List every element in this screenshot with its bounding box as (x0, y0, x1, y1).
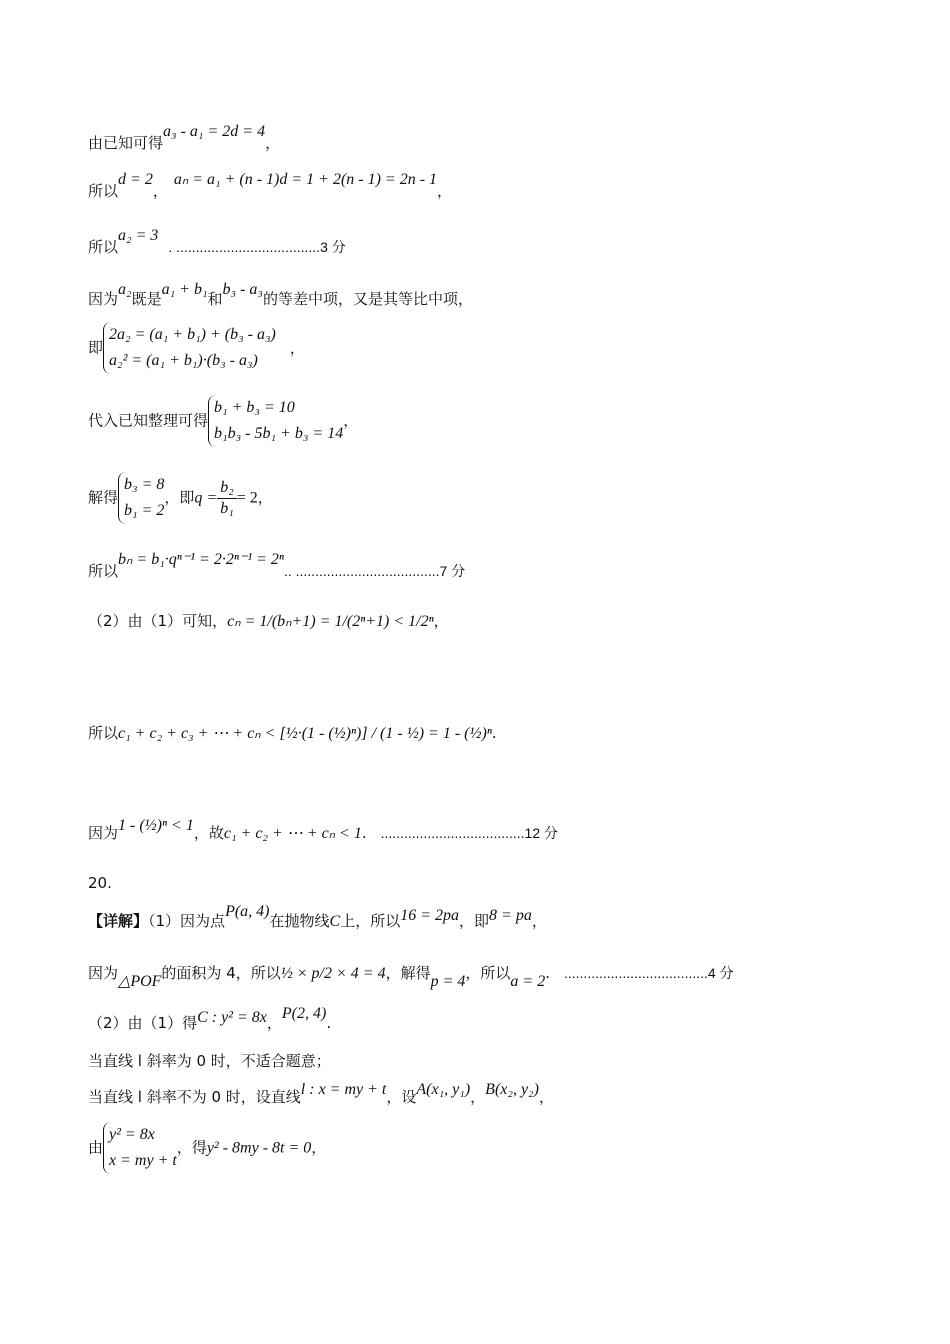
line-17 (88, 1081, 554, 1107)
text: ，得 (176, 1138, 207, 1157)
text: ， (433, 612, 449, 630)
text: ， (257, 488, 273, 507)
text: 因为 (88, 964, 119, 982)
line-7 (88, 472, 273, 524)
math-expression: a₂ = 3 (118, 227, 159, 244)
text: 所以 (88, 724, 119, 742)
text: 由已知可得 (88, 134, 164, 152)
problem-number: 20. (88, 874, 112, 892)
math-expression: a₃ - a₁ = 2d = 4 (163, 123, 266, 140)
math-expression: y² - 8my - 8t = 0 (206, 1139, 312, 1157)
line-18 (88, 1122, 326, 1174)
text: . (545, 964, 550, 982)
line-13 (88, 903, 547, 931)
text: 由 (88, 1138, 104, 1157)
text: 因为 (88, 290, 119, 308)
math-expression: p = 4 (430, 973, 466, 990)
math-expression: A(x₁, y₁) (416, 1081, 471, 1098)
math-expression: l : x = my + t (300, 1081, 387, 1098)
math-expression: 1 - (½)ⁿ < 1 (118, 817, 194, 834)
line-4 (88, 281, 473, 309)
detail-tag: 【详解】 (88, 912, 149, 930)
system-row: x = my + t (109, 1152, 177, 1169)
math-expression: a₂ (118, 281, 132, 298)
text: . (326, 1014, 332, 1032)
text: ， (266, 1014, 282, 1032)
text: 当直线 l 斜率不为 0 时，设直线 (88, 1088, 301, 1106)
line-8 (88, 551, 466, 581)
text: ， (289, 338, 305, 357)
math-expression: = 2 (236, 489, 258, 507)
text: . (491, 724, 497, 742)
text: ， (538, 1088, 554, 1106)
score-dots: . .....................................3 分 (168, 239, 346, 255)
text: 所以 (88, 562, 119, 580)
system-row: y² = 8x (109, 1126, 155, 1143)
text: ，即 (164, 488, 195, 507)
line-11 (88, 817, 559, 843)
system-row: a₂² = (a₁ + b₁)·(b₃ - a₃) (109, 352, 258, 369)
fraction (217, 478, 237, 519)
text: 和 (207, 290, 223, 308)
text: 的等差中项，又是其等比中项， (262, 290, 473, 308)
numerator: b₂ (217, 478, 237, 499)
line-14 (88, 962, 734, 990)
text: 代入已知整理可得 (88, 411, 209, 430)
equation-system (103, 1122, 177, 1174)
line-1 (88, 123, 281, 153)
line-5 (88, 322, 305, 374)
line-6 (88, 395, 358, 447)
text: ， (343, 411, 359, 430)
text: ，解得 (385, 964, 431, 982)
equation-system (118, 472, 164, 524)
line-3 (88, 227, 346, 257)
math-expression: ½ × p/2 × 4 = 4 (280, 965, 386, 982)
score-dots: .....................................12 分 (380, 825, 559, 841)
math-expression: △POF (118, 973, 162, 990)
text: （2）由（1）得 (88, 1014, 198, 1032)
text: 上，所以 (340, 912, 401, 930)
math-expression: bₙ = b₁·qⁿ⁻¹ = 2·2ⁿ⁻¹ = 2ⁿ (118, 551, 284, 568)
math-expression: cₙ = 1/(bₙ+1) = 1/(2ⁿ+1) < 1/2ⁿ (227, 613, 434, 630)
math-expression: C : y² = 8x (197, 1009, 267, 1026)
text: ， (311, 1138, 327, 1157)
math-expression: P(a, 4) (225, 903, 270, 920)
equation-system (208, 395, 343, 447)
text: ， (531, 912, 547, 930)
math-expression: P(2, 4) (281, 1005, 327, 1022)
line-15 (88, 1005, 332, 1033)
math-expression: d = 2 (118, 171, 153, 188)
text: 所以 (88, 238, 119, 256)
text: ， (437, 182, 453, 200)
text: （1）因为点 (148, 912, 226, 930)
denominator: b₁ (220, 499, 234, 517)
equation-system (103, 322, 276, 374)
math-expression: q = (194, 489, 218, 507)
system-row: b₃ = 8 (124, 476, 165, 493)
math-expression: a₁ + b₁ (161, 281, 208, 298)
text: ， (470, 1088, 486, 1106)
text: ，即 (459, 912, 490, 930)
system-row: b₁b₃ - 5b₁ + b₃ = 14 (214, 425, 344, 442)
text: 既是 (131, 290, 162, 308)
text: 因为 (88, 824, 119, 842)
text: ，故 (193, 824, 224, 842)
line-10 (88, 722, 497, 743)
math-expression: b₃ - a₃ (222, 281, 263, 298)
text: ，设 (386, 1088, 417, 1106)
math-expression: 16 = 2pa (400, 907, 459, 924)
math-expression: a = 2 (510, 973, 546, 990)
system-row: b₁ + b₃ = 10 (214, 399, 295, 416)
math-expression: c₁ + c₂ + c₃ + ⋯ + cₙ < [½·(1 - (½)ⁿ)] / (1 - ½) = 1 - (½)ⁿ (118, 725, 492, 742)
math-expression: c₁ + c₂ + ⋯ + cₙ < 1 (223, 825, 362, 842)
text: ，所以 (465, 964, 511, 982)
line-2 (88, 171, 453, 201)
math-expression: C (329, 913, 341, 930)
line-9 (88, 610, 449, 631)
math-expression: 8 = pa (489, 907, 532, 924)
text: ， (265, 134, 281, 152)
text: . (361, 824, 367, 842)
text: 所以 (88, 182, 119, 200)
text: 解得 (88, 488, 119, 507)
system-row: b₁ = 2 (124, 502, 165, 519)
text: ， (152, 182, 168, 200)
text: （2）由（1）可知， (88, 612, 228, 630)
text: 的面积为 4，所以 (161, 964, 281, 982)
text: 在抛物线 (269, 912, 330, 930)
math-expression: B(x₂, y₂) (485, 1081, 539, 1098)
system-row: 2a₂ = (a₁ + b₁) + (b₃ - a₃) (109, 326, 276, 343)
text: 即 (88, 338, 104, 357)
score-dots: .. .....................................7 分 (283, 563, 466, 579)
score-dots: .....................................4 分 (563, 965, 734, 981)
line-16: 当直线 l 斜率为 0 时，不适合题意； (88, 1052, 331, 1070)
math-expression: aₙ = a₁ + (n - 1)d = 1 + 2(n - 1) = 2n - 1 (173, 171, 438, 188)
